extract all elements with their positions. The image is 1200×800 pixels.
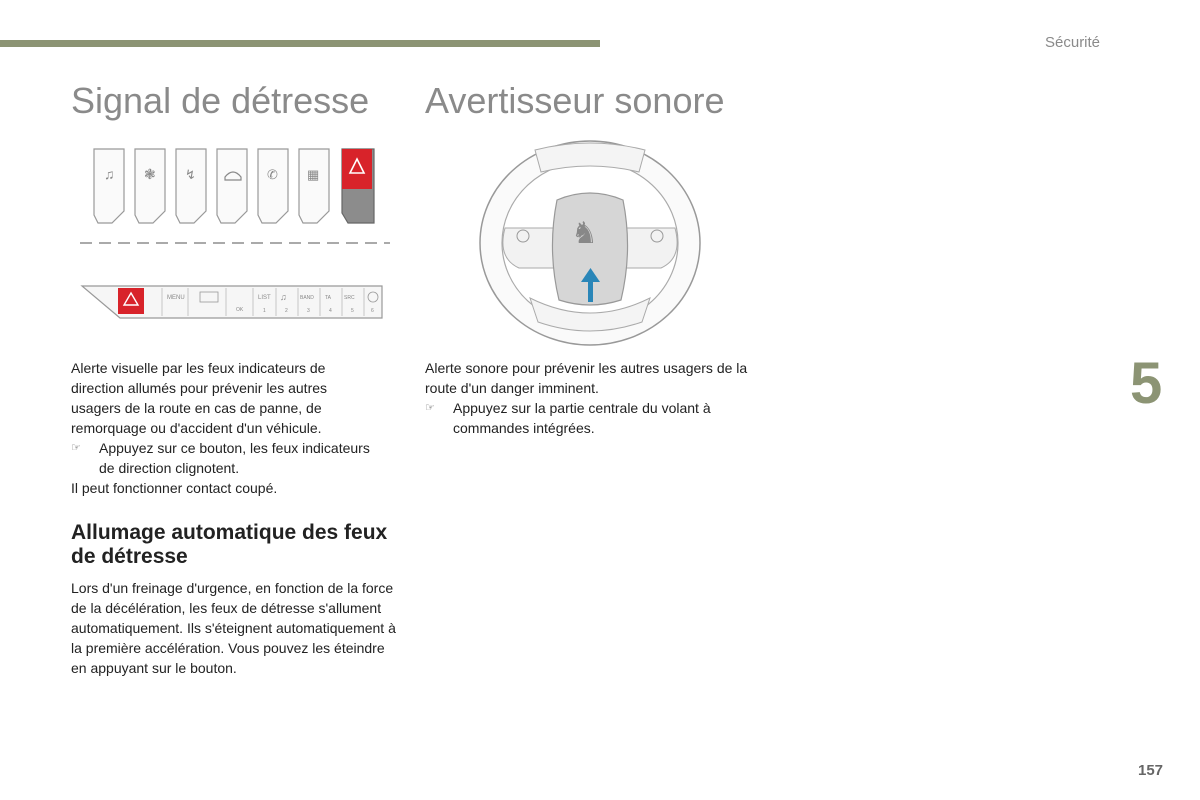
hazard-intro: Alerte visuelle par les feux indicateurs de direction allumés pour prévenir les autres usagers de la route en cas de panne, de remorquage ou d'accident d'un véhicule.	[71, 360, 328, 436]
auto-hazard-body	[71, 578, 396, 678]
chapter-number: 5	[1130, 351, 1163, 416]
band-label: BAND	[300, 295, 314, 301]
src-label: SRC	[344, 295, 355, 301]
svg-text:✆: ✆	[267, 167, 278, 182]
preset-6: 6	[371, 308, 374, 314]
ok-label: OK	[236, 307, 244, 313]
hazard-instruction-text: Appuyez sur ce bouton, les feux indicateurs de direction clignotent.	[99, 440, 370, 476]
hazard-description	[71, 358, 371, 498]
steering-wheel-illustration	[475, 138, 705, 348]
switch-music-icon	[94, 149, 124, 223]
auto-hazard-subtitle: Allumage automatique des feux de détresse	[71, 521, 388, 568]
list-label: LIST	[258, 295, 271, 301]
header-rule	[0, 40, 600, 47]
preset-3: 3	[307, 308, 310, 314]
auto-hazard-text: Lors d'un freinage d'urgence, en fonction de la force de la décélération, les feux de détresse s'allument automatiquement. Ils s'éteignent automatiquement à la première accélération. Vous pouvez les éteindre en appuyant sur le bouton.	[71, 580, 396, 676]
ta-label: TA	[325, 295, 332, 301]
horn-title: Avertisseur sonore	[425, 80, 725, 121]
switch-phone-icon	[258, 149, 288, 223]
lion-emblem-icon: ♞	[571, 217, 598, 250]
svg-text:❃: ❃	[144, 166, 156, 182]
pointing-hand-icon: ☞	[71, 442, 81, 454]
page-number: 157	[1138, 762, 1164, 779]
section-label: Sécurité	[1045, 34, 1101, 51]
switch-car-icon	[217, 149, 247, 223]
hazard-switches-illustration	[80, 143, 390, 248]
svg-text:♫: ♫	[104, 166, 115, 182]
hazard-note: Il peut fonctionner contact coupé.	[71, 480, 278, 496]
hazard-instruction	[71, 438, 371, 478]
horn-instruction	[425, 398, 755, 438]
svg-text:↯: ↯	[185, 167, 196, 182]
menu-label: MENU	[167, 295, 185, 301]
pointing-hand-icon: ☞	[425, 402, 435, 414]
horn-instruction-text: Appuyez sur la partie centrale du volant à commandes intégrées.	[453, 400, 711, 436]
hazard-title: Signal de détresse	[71, 80, 370, 121]
preset-2: 2	[285, 308, 288, 314]
switch-apps-icon	[299, 149, 329, 223]
switch-fan-icon	[135, 149, 165, 223]
preset-1: 1	[263, 308, 266, 314]
switch-hazard-icon	[342, 149, 374, 223]
horn-description	[425, 358, 755, 438]
preset-5: 5	[351, 308, 354, 314]
svg-text:▦: ▦	[307, 167, 320, 182]
horn-intro: Alerte sonore pour prévenir les autres usagers de la route d'un danger imminent.	[425, 360, 748, 396]
console-panel-illustration	[78, 282, 388, 322]
switch-airflow-icon	[176, 149, 206, 223]
preset-4: 4	[329, 308, 332, 314]
svg-text:♫: ♫	[280, 292, 287, 302]
